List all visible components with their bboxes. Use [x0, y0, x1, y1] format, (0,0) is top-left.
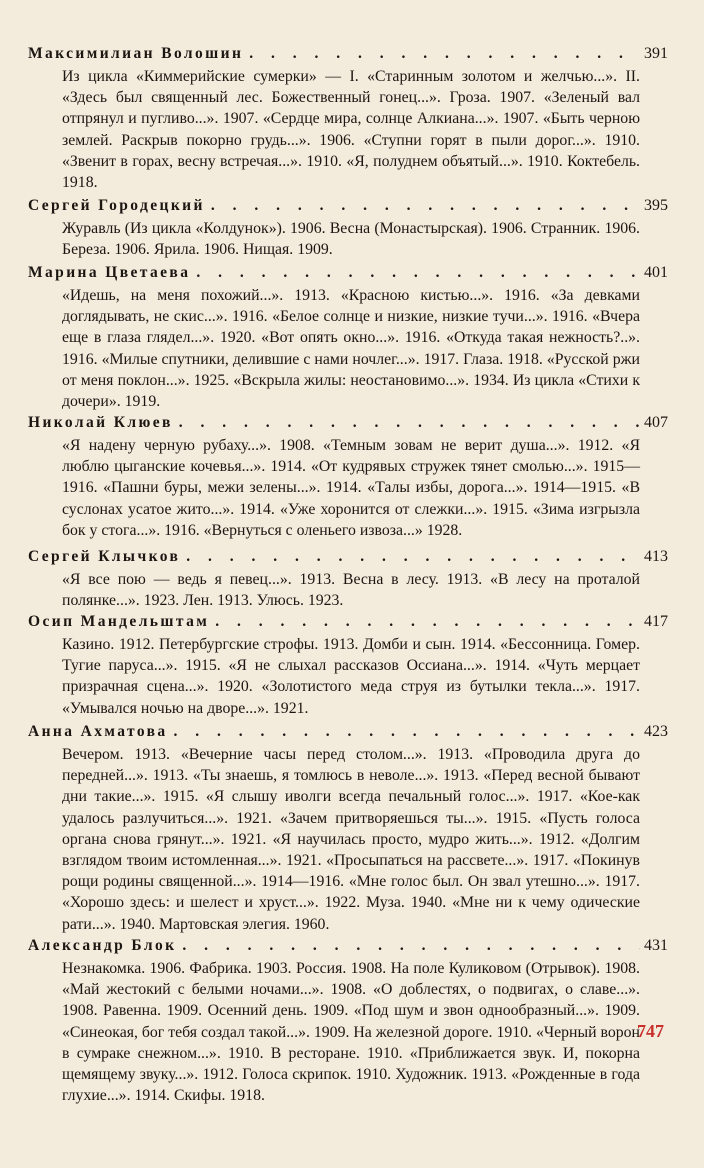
toc-entry-mandelstam: [28, 610, 668, 719]
author-name: Анна Ахматова: [28, 723, 168, 740]
poem-list: Вечером. 1913. «Вечерние часы перед столом...». 1913. «Проводила друга до передней...». 1913. «Ты знаешь, я томлюсь в неволе...». 1913. «Перед весной бывают дни такие...». 1915. «Я слышу иволги всегда печальный голос...». 1917. «Кое-как удалось разлучиться...». 1921. «Зачем притворяешься ты...». 1915. «Пусть голоса органа снова грянут...». 1921. «Я научилась просто, мудро жить...». 1912. «Долгим взглядом твоим истомленная...». 1921. «Просыпаться на рассвете...». 1917. «Покинув рощи родины священной...». 1914—1916. «Мне голос был. Он звал утешно...». 1917. «Хорошо здесь: и шелест и хруст...». 1922. Муза. 1940. «Мне ни к чему одические рати...». 1940. Мартовская элегия. 1960.: [62, 746, 640, 933]
toc-entry-voloshin: [28, 42, 668, 193]
entry-heading: [28, 545, 668, 569]
author-name: Максимилиан Волошин: [28, 45, 244, 62]
dot-leader: [176, 934, 640, 958]
page-number: 407: [644, 414, 668, 431]
dot-leader: [168, 720, 640, 744]
dot-leader: [180, 545, 640, 569]
entry-heading: [28, 194, 668, 218]
toc-entry-blok: [28, 934, 668, 1106]
page-number: 401: [644, 264, 668, 281]
dot-leader: [243, 42, 640, 66]
dot-leader: [190, 261, 640, 285]
entry-heading: [28, 261, 668, 285]
author-name: Марина Цветаева: [28, 264, 191, 281]
entry-heading: [28, 42, 668, 66]
toc-entry-akhmatova: [28, 720, 668, 935]
author-name: Александр Блок: [28, 937, 177, 954]
page-number: 395: [644, 197, 668, 214]
page-number: 413: [644, 548, 668, 565]
poem-list: Казино. 1912. Петербургские строфы. 1913. Домби и сын. 1914. «Бессонница. Гомер. Тугие паруса...». 1915. «Я не слыхал рассказов Оссиана...». 1914. «Чуть мерцает призрачная сцена...». 1920. «Золотистого меда струя из бутылки текла...». 1917. «Умывался ночью на дворе...». 1921.: [62, 636, 640, 717]
toc-entry-klyuev: [28, 411, 668, 541]
dot-leader: [209, 610, 640, 634]
author-name: Сергей Городецкий: [28, 197, 205, 214]
entry-heading: [28, 610, 668, 634]
page-number: 431: [644, 937, 668, 954]
author-name: Сергей Клычков: [28, 548, 181, 565]
poem-list: Незнакомка. 1906. Фабрика. 1903. Россия. 1908. На поле Куликовом (Отрывок). 1908. «Май жестокий с белыми ночами...». 1908. «О доблестях, о подвигах, о славе...». 1908. Равенна. 1909. Осенний день. 1909. «Под шум и звон однообразный...». 1909. «Синеокая, бог тебя создал такой...». 1909. На железной дороге. 1910. «Черный ворон в сумраке снежном...». 1910. В ресторане. 1910. «Приближается звук. И, покорна щемящему звуку...». 1912. Голоса скрипок. 1910. Художник. 1913. «Рожденные в года глухие...». 1914. Скифы. 1918.: [62, 960, 640, 1105]
page-number: 391: [644, 45, 668, 62]
dot-leader: [173, 411, 640, 435]
author-name: Николай Клюев: [28, 414, 173, 431]
page-number: 417: [644, 613, 668, 630]
poem-list: «Я все пою — ведь я певец...». 1913. Весна в лесу. 1913. «В лесу на проталой полянке...». 1923. Лен. 1913. Улюсь. 1923.: [62, 571, 640, 610]
poem-list: Журавль (Из цикла «Колдунок»). 1906. Весна (Монастырская). 1906. Странник. 1906. Береза. 1906. Ярила. 1906. Нищая. 1909.: [62, 220, 640, 259]
entry-heading: [28, 934, 668, 958]
folio-page-number: 747: [637, 1021, 664, 1041]
poem-list: «Я надену черную рубаху...». 1908. «Темным зовам не верит душа...». 1912. «Я люблю цыганские кочевья...». 1914. «От кудрявых стружек тянет смолью...». 1915—1916. «Пашни буры, межи зелены...». 1914. «Талы избы, дорога...». 1914—1915. «В суслонах усатое жито...». 1914. «Уже хоронится от слежки...». 1915. «Зима изгрызла бок у стога...». 1916. «Вернуться с оленьего извоза...» 1928.: [62, 437, 640, 539]
entry-heading: [28, 720, 668, 744]
author-name: Осип Мандельштам: [28, 613, 210, 630]
entry-heading: [28, 411, 668, 435]
page-number: 423: [644, 723, 668, 740]
dot-leader: [205, 194, 640, 218]
poem-list: Из цикла «Киммерийские сумерки» — I. «Старинным золотом и желчью...». II. «Здесь был священный лес. Божественный гонец...». Гроза. 1907. «Зеленый вал отпрянул и пугливо...». 1907. «Сердце мира, солнце Алкиана...». 1907. «Быть черною землей. Раскрыв покорно грудь...». 1906. «Ступни горят в пыли дорог...». 1910. «Звенит в горах, весну встречая...». 1910. «Я, полуднем объятый...». 1910. Коктебель. 1918.: [62, 68, 640, 192]
toc-entry-klychkov: [28, 545, 668, 611]
poem-list: «Идешь, на меня похожий...». 1913. «Красною кистью...». 1916. «За девками доглядывать, не скис...». 1916. «Белое солнце и низкие, низкие тучи...». 1916. «Вчера еще в глаза глядел...». 1920. «Вот опять окно...». 1916. «Откуда такая нежность?..». 1916. «Милые спутники, делившие с нами ночлег...». 1917. Глаза. 1918. «Русской ржи от меня поклон...». 1925. «Вскрыла жилы: неостановимо...». 1934. Из цикла «Стихи к дочери». 1919.: [62, 287, 640, 411]
toc-entry-tsvetaeva: [28, 261, 668, 412]
toc-entry-gorodetsky: [28, 194, 668, 260]
